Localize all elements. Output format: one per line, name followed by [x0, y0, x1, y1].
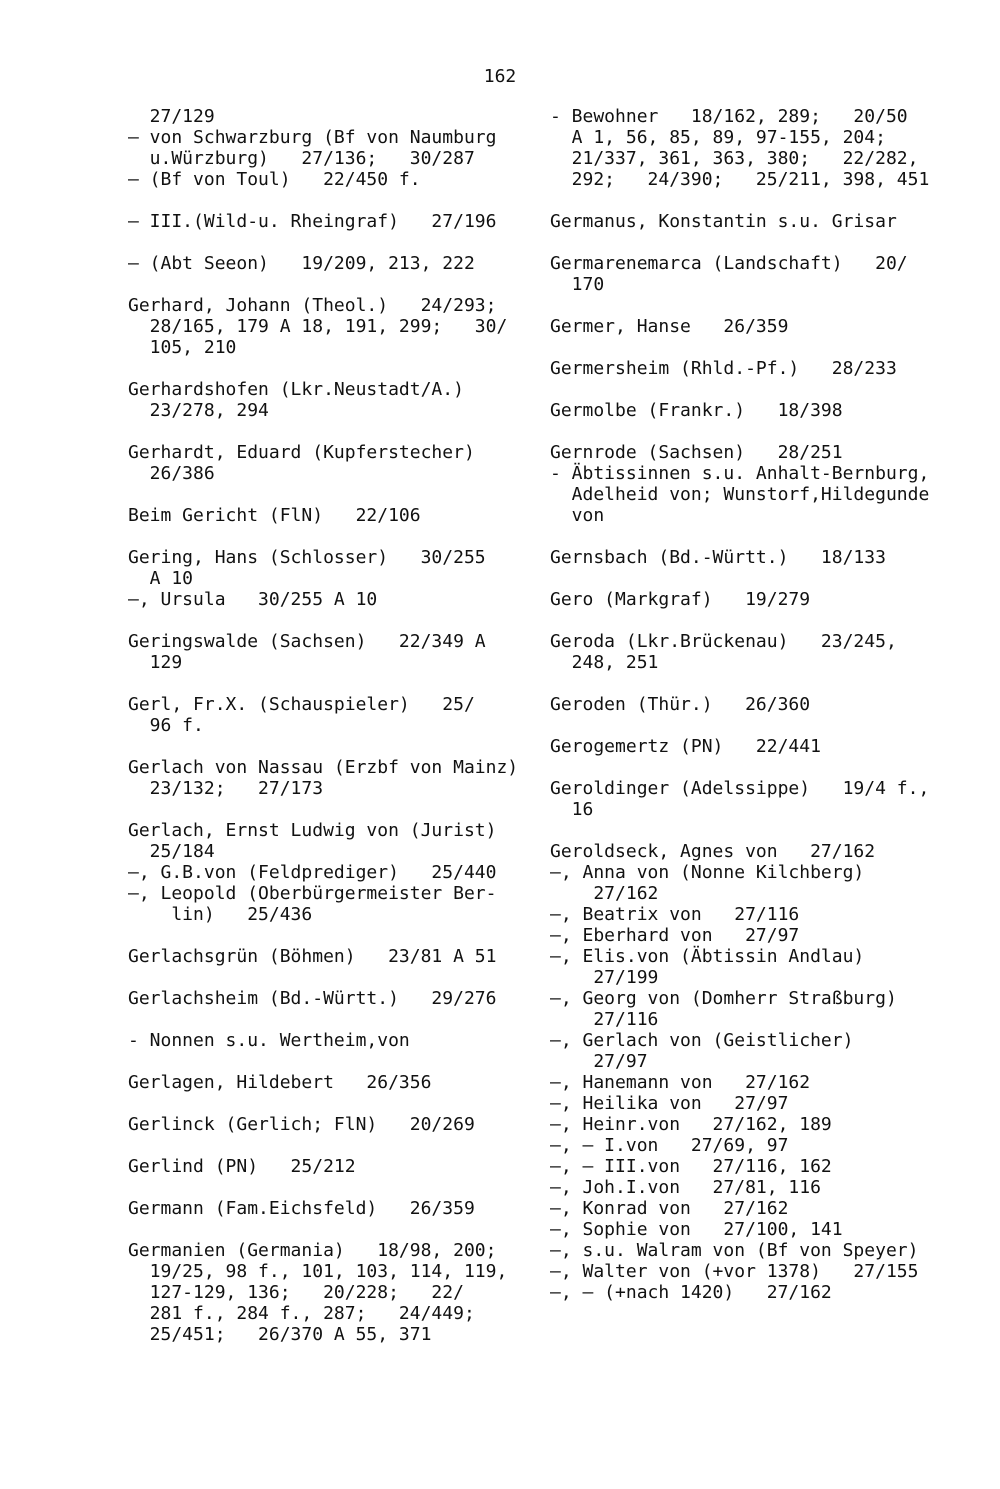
index-line: Gero (Markgraf) 19/279 [550, 589, 811, 610]
index-line: —, — III.von 27/116, 162 [550, 1156, 832, 1177]
index-line: 16 [550, 799, 594, 820]
index-line: 248, 251 [550, 652, 659, 673]
index-column-right [550, 106, 950, 1324]
index-line: Geringswalde (Sachsen) 22/349 A [128, 631, 486, 652]
index-line: Germolbe (Frankr.) 18/398 [550, 400, 843, 421]
index-entry [550, 631, 950, 673]
index-line: Gerlachsgrün (Böhmen) 23/81 A 51 [128, 946, 497, 967]
index-line: —, Hanemann von 27/162 [550, 1072, 811, 1093]
index-entry [550, 400, 950, 421]
index-line: —, Walter von (+vor 1378) 27/155 [550, 1261, 919, 1282]
index-line: Gerl, Fr.X. (Schauspieler) 25/ [128, 694, 475, 715]
index-line: —, Ursula 30/255 A 10 [128, 589, 378, 610]
index-line: Gerhardshofen (Lkr.Neustadt/A.) [128, 379, 464, 400]
index-line: —, Gerlach von (Geistlicher) [550, 1030, 854, 1051]
index-line: 21/337, 361, 363, 380; 22/282, [550, 148, 919, 169]
index-entry [128, 988, 528, 1009]
index-entry [128, 1156, 528, 1177]
index-line: - Nonnen s.u. Wertheim,von [128, 1030, 410, 1051]
index-line: lin) 25/436 [128, 904, 313, 925]
index-line: —, Elis.von (Äbtissin Andlau) [550, 946, 865, 967]
index-entry [550, 694, 950, 715]
index-entry [128, 211, 528, 232]
index-entry [128, 631, 528, 673]
index-entry [128, 547, 528, 610]
index-entry [550, 316, 950, 337]
index-entry [550, 547, 950, 568]
index-line: — (Abt Seeon) 19/209, 213, 222 [128, 253, 475, 274]
index-column-left [128, 106, 528, 1366]
index-entry [128, 106, 528, 190]
index-entry [128, 442, 528, 484]
index-entry [128, 694, 528, 736]
index-entry [128, 253, 528, 274]
index-entry [128, 1198, 528, 1219]
index-line: Germer, Hanse 26/359 [550, 316, 789, 337]
index-entry [128, 1030, 528, 1051]
index-entry [128, 1240, 528, 1345]
index-line: —, Eberhard von 27/97 [550, 925, 800, 946]
index-line: Gerlach, Ernst Ludwig von (Jurist) [128, 820, 497, 841]
index-line: Geroda (Lkr.Brückenau) 23/245, [550, 631, 897, 652]
index-line: — (Bf von Toul) 22/450 f. [128, 169, 421, 190]
index-entry [550, 841, 950, 1303]
index-line: 28/165, 179 A 18, 191, 299; 30/ [128, 316, 508, 337]
index-entry [550, 778, 950, 820]
index-line: 27/129 [128, 106, 215, 127]
index-line: Geroldinger (Adelssippe) 19/4 f., [550, 778, 930, 799]
index-line: —, Heilika von 27/97 [550, 1093, 789, 1114]
index-line: Germarenemarca (Landschaft) 20/ [550, 253, 908, 274]
index-line: 26/386 [128, 463, 215, 484]
index-entry [128, 946, 528, 967]
index-entry [550, 589, 950, 610]
index-line: - Bewohner 18/162, 289; 20/50 [550, 106, 908, 127]
index-line: —, Leopold (Oberbürgermeister Ber- [128, 883, 497, 904]
index-entry [128, 1114, 528, 1135]
index-entry [550, 358, 950, 379]
index-line: —, Heinr.von 27/162, 189 [550, 1114, 832, 1135]
index-line: Gerhard, Johann (Theol.) 24/293; [128, 295, 497, 316]
index-line: 96 f. [128, 715, 204, 736]
index-entry [550, 106, 950, 190]
index-line: —, Georg von (Domherr Straßburg) [550, 988, 897, 1009]
index-line: Germanus, Konstantin s.u. Grisar [550, 211, 897, 232]
index-entry [128, 1072, 528, 1093]
index-line: 129 [128, 652, 183, 673]
index-line: Beim Gericht (FlN) 22/106 [128, 505, 421, 526]
index-line: Gerlachsheim (Bd.-Württ.) 29/276 [128, 988, 497, 1009]
index-line: Gernrode (Sachsen) 28/251 [550, 442, 843, 463]
index-entry [128, 379, 528, 421]
index-line: —, Konrad von 27/162 [550, 1198, 789, 1219]
index-line: A 1, 56, 85, 89, 97-155, 204; [550, 127, 886, 148]
index-line: von [550, 505, 605, 526]
index-line: —, — I.von 27/69, 97 [550, 1135, 789, 1156]
index-line: 281 f., 284 f., 287; 24/449; [128, 1303, 475, 1324]
index-line: 27/199 [550, 967, 659, 988]
index-line: —, Sophie von 27/100, 141 [550, 1219, 843, 1240]
index-line: 105, 210 [128, 337, 237, 358]
index-line: A 10 [128, 568, 194, 589]
index-line: Germann (Fam.Eichsfeld) 26/359 [128, 1198, 475, 1219]
index-line: 23/278, 294 [128, 400, 269, 421]
index-line: 23/132; 27/173 [128, 778, 324, 799]
index-line: — von Schwarzburg (Bf von Naumburg [128, 127, 497, 148]
index-entry [550, 442, 950, 526]
index-line: Gerlach von Nassau (Erzbf von Mainz) [128, 757, 519, 778]
index-line: Adelheid von; Wunstorf,Hildegunde [550, 484, 930, 505]
index-entry [128, 757, 528, 799]
index-line: Gerlagen, Hildebert 26/356 [128, 1072, 432, 1093]
index-line: Geroldseck, Agnes von 27/162 [550, 841, 876, 862]
index-line: — III.(Wild-u. Rheingraf) 27/196 [128, 211, 497, 232]
index-entry [550, 211, 950, 232]
index-entry [550, 736, 950, 757]
index-line: 170 [550, 274, 605, 295]
index-line: —, — (+nach 1420) 27/162 [550, 1282, 832, 1303]
index-line: 27/162 [550, 883, 659, 904]
index-line: 27/97 [550, 1051, 648, 1072]
index-line: 19/25, 98 f., 101, 103, 114, 119, [128, 1261, 508, 1282]
index-line: 292; 24/390; 25/211, 398, 451 [550, 169, 930, 190]
index-line: —, s.u. Walram von (Bf von Speyer) [550, 1240, 919, 1261]
index-line: u.Würzburg) 27/136; 30/287 [128, 148, 475, 169]
index-line: Gerhardt, Eduard (Kupferstecher) [128, 442, 475, 463]
index-entry [128, 505, 528, 526]
index-line: Geroden (Thür.) 26/360 [550, 694, 811, 715]
index-line: 25/451; 26/370 A 55, 371 [128, 1324, 432, 1345]
index-entry [128, 820, 528, 925]
index-line: Gering, Hans (Schlosser) 30/255 [128, 547, 486, 568]
index-line: —, Beatrix von 27/116 [550, 904, 800, 925]
index-line: 127-129, 136; 20/228; 22/ [128, 1282, 464, 1303]
index-line: 27/116 [550, 1009, 659, 1030]
index-line: Germersheim (Rhld.-Pf.) 28/233 [550, 358, 897, 379]
index-line: Gerlind (PN) 25/212 [128, 1156, 356, 1177]
index-line: - Äbtissinnen s.u. Anhalt-Bernburg, [550, 463, 930, 484]
index-line: —, Joh.I.von 27/81, 116 [550, 1177, 821, 1198]
index-line: —, Anna von (Nonne Kilchberg) [550, 862, 865, 883]
index-line: 25/184 [128, 841, 215, 862]
index-line: Germanien (Germania) 18/98, 200; [128, 1240, 497, 1261]
index-entry [550, 253, 950, 295]
page-number: 162 [483, 66, 517, 87]
index-entry [128, 295, 528, 358]
index-line: Gernsbach (Bd.-Württ.) 18/133 [550, 547, 886, 568]
index-line: Gerlinck (Gerlich; FlN) 20/269 [128, 1114, 475, 1135]
index-line: Gerogemertz (PN) 22/441 [550, 736, 821, 757]
index-line: —, G.B.von (Feldprediger) 25/440 [128, 862, 497, 883]
